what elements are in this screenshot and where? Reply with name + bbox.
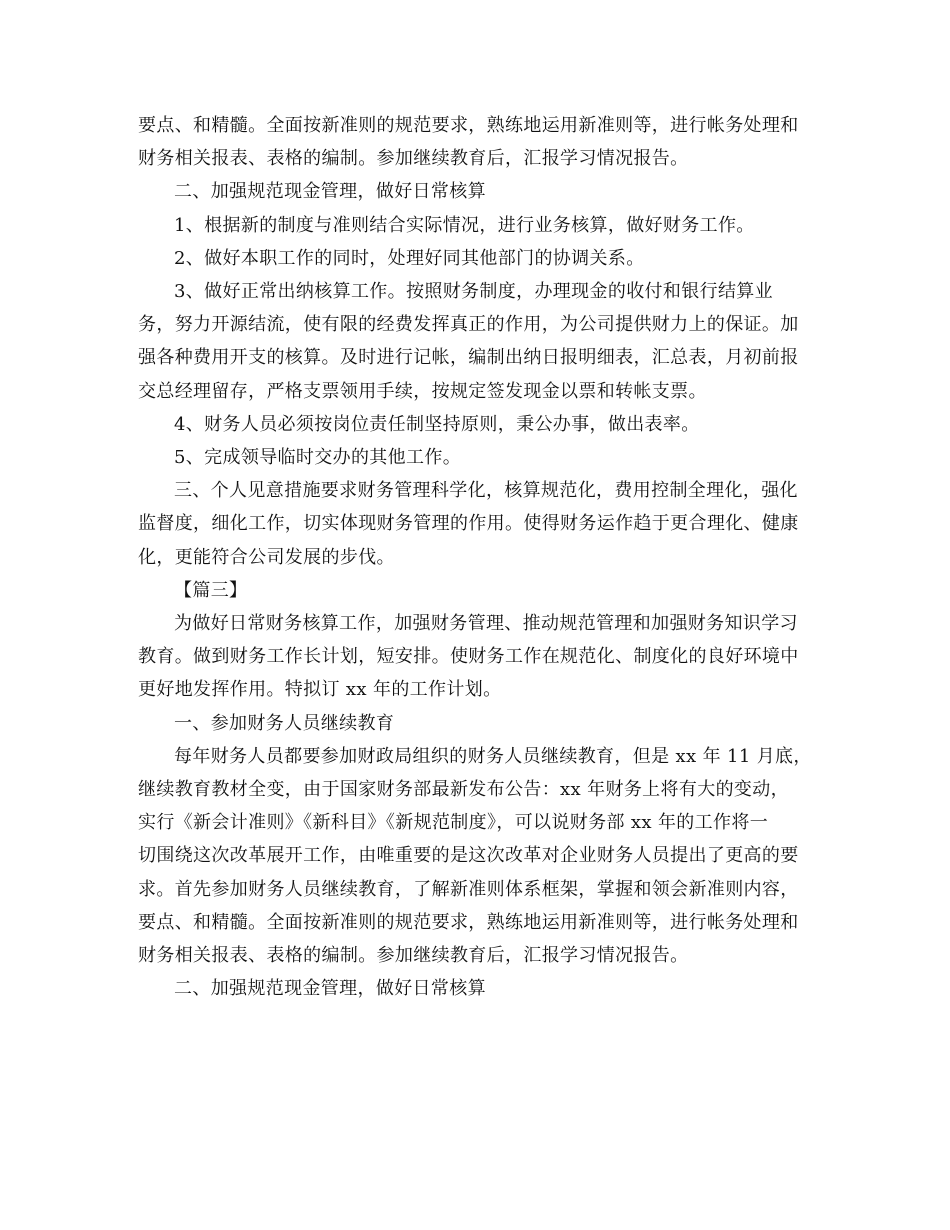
- text-line: 4、财务人员必须按岗位责任制坚持原则，秉公办事，做出表率。: [174, 413, 700, 435]
- text-line: 务，努力开源结流，使有限的经费发挥真正的作用，为公司提供财力上的保证。加: [138, 314, 799, 336]
- text-line: 教育。做到财务工作长计划，短安排。使财务工作在规范化、制度化的良好环境中: [138, 646, 799, 668]
- text-line: 财务相关报表、表格的编制。参加继续教育后，汇报学习情况报告。: [138, 945, 689, 967]
- text-line: 继续教育教材全变，由于国家财务部最新发布公告：xx 年财务上将有大的变动，: [138, 779, 789, 801]
- text-line: 化，更能符合公司发展的步伐。: [138, 546, 395, 568]
- text-line: 一、参加财务人员继续教育: [174, 712, 395, 734]
- text-line: 要点、和精髓。全面按新准则的规范要求，熟练地运用新准则等，进行帐务处理和: [138, 115, 799, 136]
- text-line: 5、完成领导临时交办的其他工作。: [174, 447, 462, 469]
- text-line: 财务相关报表、表格的编制。参加继续教育后，汇报学习情况报告。: [138, 148, 689, 170]
- text-line: 求。首先参加财务人员继续教育，了解新准则体系框架，掌握和领会新准则内容，: [138, 878, 799, 900]
- text-line: 实行《新会计准则》《新科目》《新规范制度》，可以说财务部 xx 年的工作将一: [138, 812, 769, 834]
- text-line: 更好地发挥作用。特拟订 xx 年的工作计划。: [138, 679, 502, 701]
- document-body: [138, 109, 817, 1005]
- text-line: 监督度，细化工作，切实体现财务管理的作用。使得财务运作趋于更合理化、健康: [138, 513, 799, 535]
- text-line: 强各种费用开支的核算。及时进行记帐，编制出纳日报明细表，汇总表，月初前报: [138, 347, 799, 369]
- text-line: 要点、和精髓。全面按新准则的规范要求，熟练地运用新准则等，进行帐务处理和: [138, 911, 799, 933]
- text-line: 3、做好正常出纳核算工作。按照财务制度，办理现金的收付和银行结算业: [174, 281, 773, 303]
- text-line: 2、做好本职工作的同时，处理好同其他部门的协调关系。: [174, 247, 645, 269]
- text-line: 切围绕这次改革展开工作，由唯重要的是这次改革对企业财务人员提出了更高的要: [138, 845, 799, 867]
- text-line: 二、加强规范现金管理，做好日常核算: [174, 978, 486, 1000]
- text-line: 【篇三】: [174, 579, 248, 601]
- text-line: 1、根据新的制度与准则结合实际情况，进行业务核算，做好财务工作。: [174, 214, 755, 236]
- text-line: 每年财务人员都要参加财政局组织的财务人员继续教育，但是 xx 年 11 月底，: [174, 745, 812, 767]
- text-line: 二、加强规范现金管理，做好日常核算: [174, 181, 486, 203]
- text-line: 三、个人见意措施要求财务管理科学化，核算规范化，费用控制全理化，强化: [174, 480, 798, 502]
- text-line: 交总经理留存，严格支票领用手续，按规定签发现金以票和转帐支票。: [138, 380, 707, 402]
- text-line: 为做好日常财务核算工作，加强财务管理、推动规范管理和加强财务知识学习: [174, 613, 798, 635]
